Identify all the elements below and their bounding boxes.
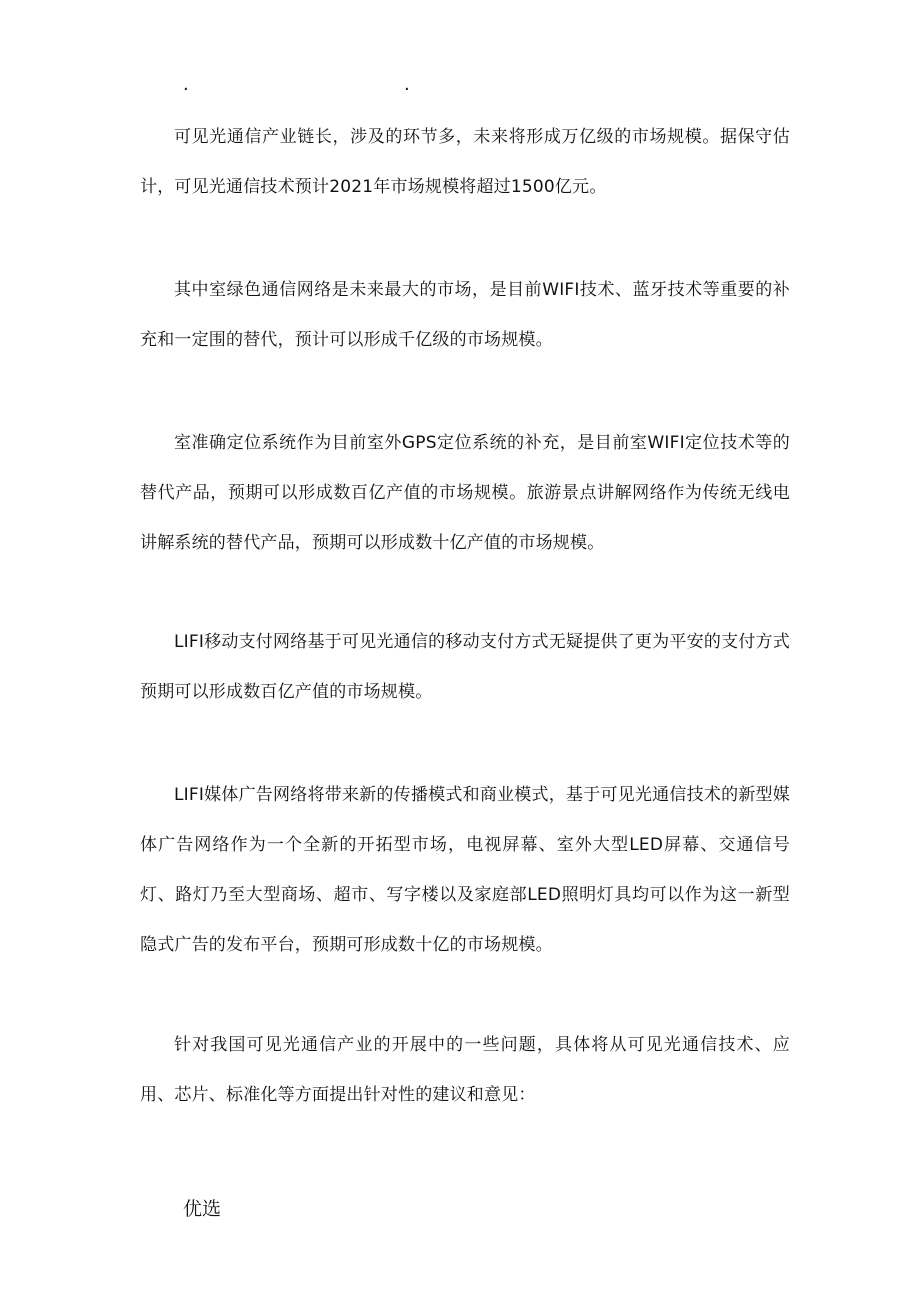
paragraph-indoor-network: 其中室绿色通信网络是未来最大的市场，是目前WIFI技术、蓝牙技术等重要的补充和一定围的替代，预计可以形成千亿级的市场规模。 (140, 280, 790, 350)
header-dot-left: · (183, 79, 189, 100)
paragraph-media-advertising: LIFI媒体广告网络将带来新的传播模式和商业模式，基于可见光通信技术的新型媒体广告网络作为一个全新的开拓型市场，电视屏幕、室外大型LED屏幕、交通信号灯、路灯乃至大型商场、超市、写字楼以及家庭部LED照明灯具均可以作为这一新型隐式广告的发布平台，预期可形成数十亿的市场规模。 (140, 785, 790, 955)
header-dot-right: · (404, 79, 410, 100)
paragraph-market-scale: 可见光通信产业链长，涉及的环节多，未来将形成万亿级的市场规模。据保守估计，可见光通信技术预计2021年市场规模将超过1500亿元。 (140, 127, 790, 197)
paragraph-mobile-payment: LIFI移动支付网络基于可见光通信的移动支付方式无疑提供了更为平安的支付方式预期可以形成数百亿产值的市场规模。 (140, 632, 790, 702)
paragraph-recommendations: 针对我国可见光通信产业的开展中的一些问题，具体将从可见光通信技术、应用、芯片、标准化等方面提出针对性的建议和意见： (140, 1035, 790, 1105)
footer-label: 优选 (183, 1198, 222, 1220)
paragraph-indoor-positioning: 室准确定位系统作为目前室外GPS定位系统的补充，是目前室WIFI定位技术等的替代产品，预期可以形成数百亿产值的市场规模。旅游景点讲解网络作为传统无线电讲解系统的替代产品，预期可以形成数十亿产值的市场规模。 (140, 433, 790, 553)
